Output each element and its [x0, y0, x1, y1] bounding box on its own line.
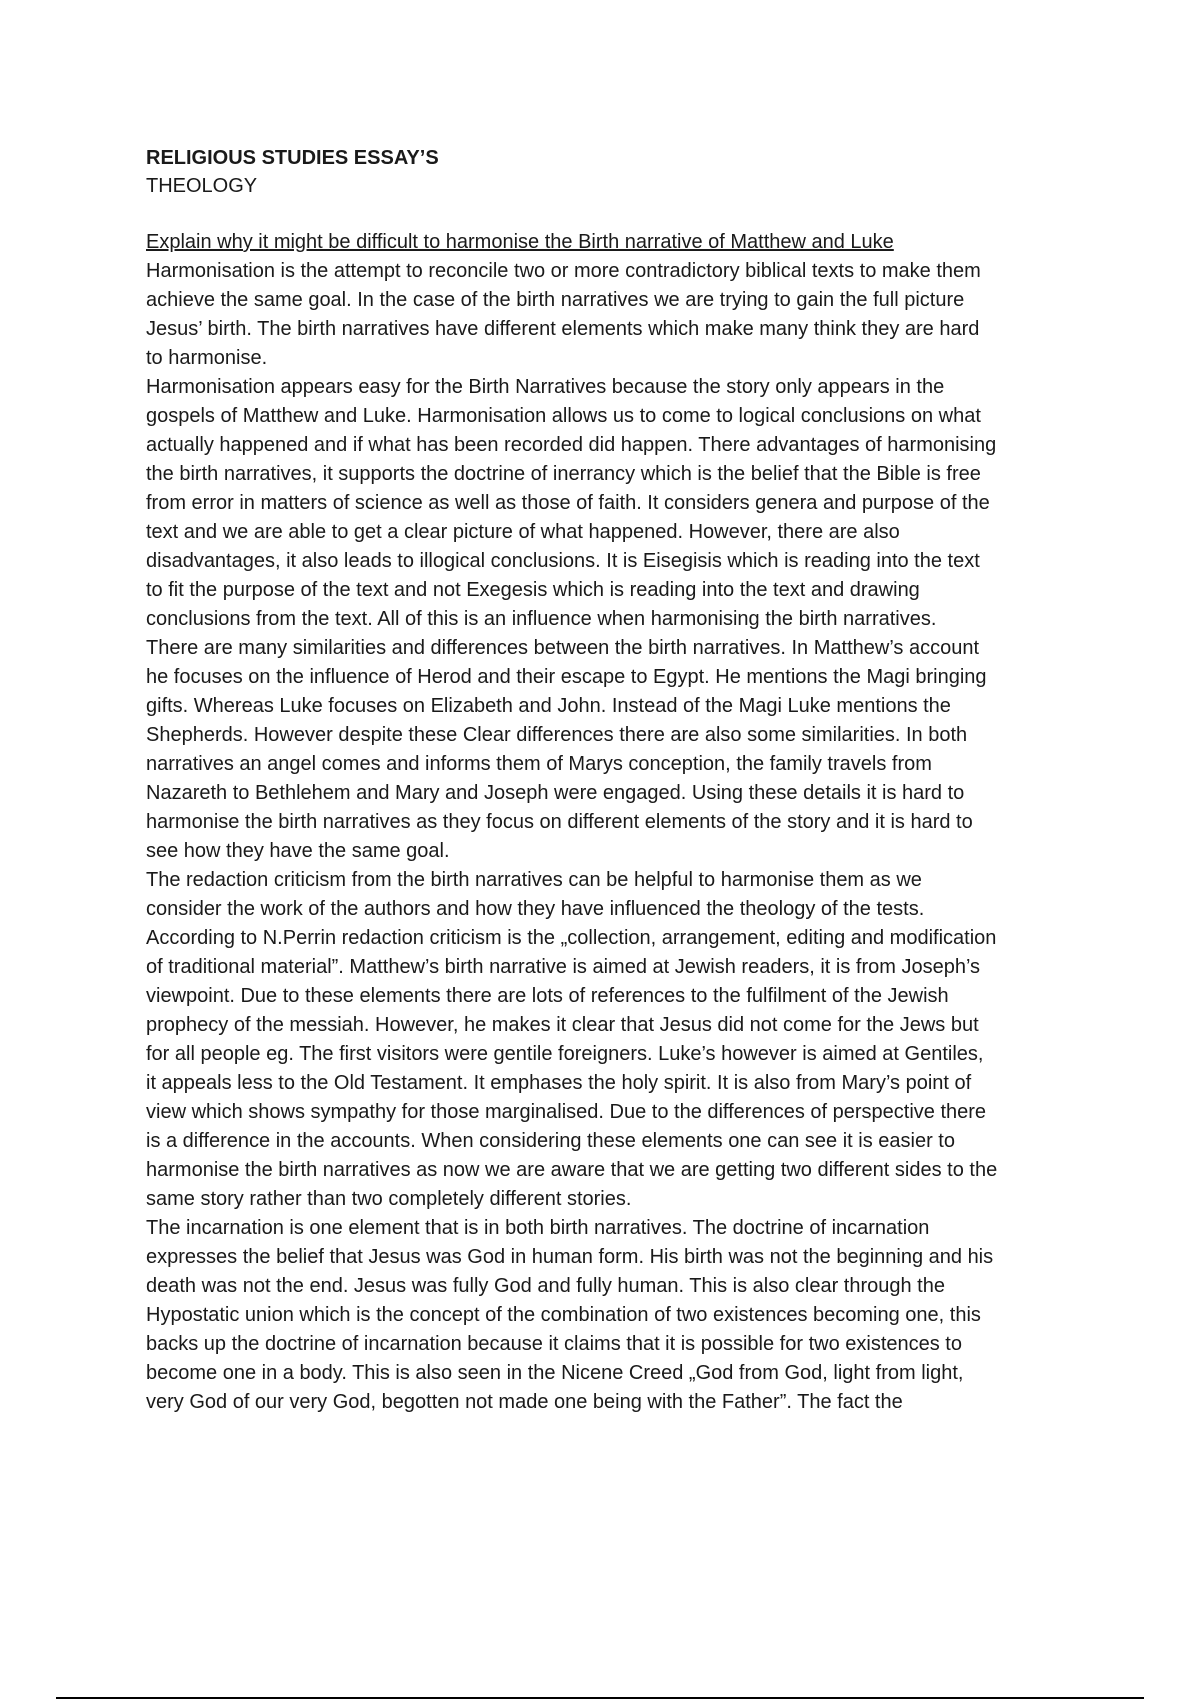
- paragraph-harmonisation-advantages: Harmonisation appears easy for the Birth Narratives because the story only appears in the gospels of Matthew and Luke. Harmonisation allows us to come to logical conclusions on what actually happened and if what has been recorded did happen. There advantages of harmonising the birth narratives, it supports the doctrine of inerrancy which is the belief that the Bible is free from error in matters of science as well as those of faith. It considers genera and purpose of the text and we are able to get a clear picture of what happened. However, there are also disadvantages, it also leads to illogical conclusions. It is Eisegisis which is reading into the text to fit the purpose of the text and not Exegesis which is reading into the text and drawing conclusions from the text. All of this is an influence when harmonising the birth narratives.: [146, 376, 997, 630]
- paragraph-incarnation: The incarnation is one element that is in both birth narratives. The doctrine of incarnation expresses the belief that Jesus was God in human form. His birth was not the beginning and his death was not the end. Jesus was fully God and fully human. This is also clear through the Hypostatic union which is the concept of the combination of two existences becoming one, this backs up the doctrine of incarnation because it claims that it is possible for two existences to become one in a body. This is also seen in the Nicene Creed „God from God, light from light, very God of our very God, begotten not made one being with the Father”. The fact the: [146, 1217, 994, 1413]
- document-page: [146, 144, 1096, 1417]
- paragraph-harmonisation-definition: Harmonisation is the attempt to reconcile two or more contradictory biblical texts to make them achieve the same goal. In the case of the birth narratives we are trying to gain the full picture Jesus’ birth. The birth narratives have different elements which make many think they are hard to harmonise.: [146, 260, 981, 369]
- document-subtitle: THEOLOGY: [146, 175, 258, 197]
- bottom-divider: [56, 1697, 1144, 1699]
- paragraph-similarities-differences: There are many similarities and differences between the birth narratives. In Matthew’s account he focuses on the influence of Herod and their escape to Egypt. He mentions the Magi bringing gifts. Whereas Luke focuses on Elizabeth and John. Instead of the Magi Luke mentions the Shepherds. However despite these Clear differences there are also some similarities. In both narratives an angel comes and informs them of Marys conception, the family travels from Nazareth to Bethlehem and Mary and Joseph were engaged. Using these details it is hard to harmonise the birth narratives as they focus on different elements of the story and it is hard to see how they have the same goal.: [146, 637, 987, 862]
- paragraph-redaction-criticism: The redaction criticism from the birth narratives can be helpful to harmonise them as we consider the work of the authors and how they have influenced the theology of the tests. According to N.Perrin redaction criticism is the „collection, arrangement, editing and modification of traditional material”. Matthew’s birth narrative is aimed at Jewish readers, it is from Joseph’s viewpoint. Due to these elements there are lots of references to the fulfilment of the Jewish prophecy of the messiah. However, he makes it clear that Jesus did not come for the Jews but for all people eg. The first visitors were gentile foreigners. Luke’s however is aimed at Gentiles, it appeals less to the Old Testament. It emphases the holy spirit. It is also from Mary’s point of view which shows sympathy for those marginalised. Due to the differences of perspective there is a difference in the accounts. When considering these elements one can see it is easier to harmonise the birth narratives as now we are aware that we are getting two different sides to the same story rather than two completely different stories.: [146, 869, 998, 1210]
- essay-question: Explain why it might be difficult to harmonise the Birth narrative of Matthew and Luke: [146, 231, 894, 253]
- document-title: RELIGIOUS STUDIES ESSAY’S: [146, 147, 439, 169]
